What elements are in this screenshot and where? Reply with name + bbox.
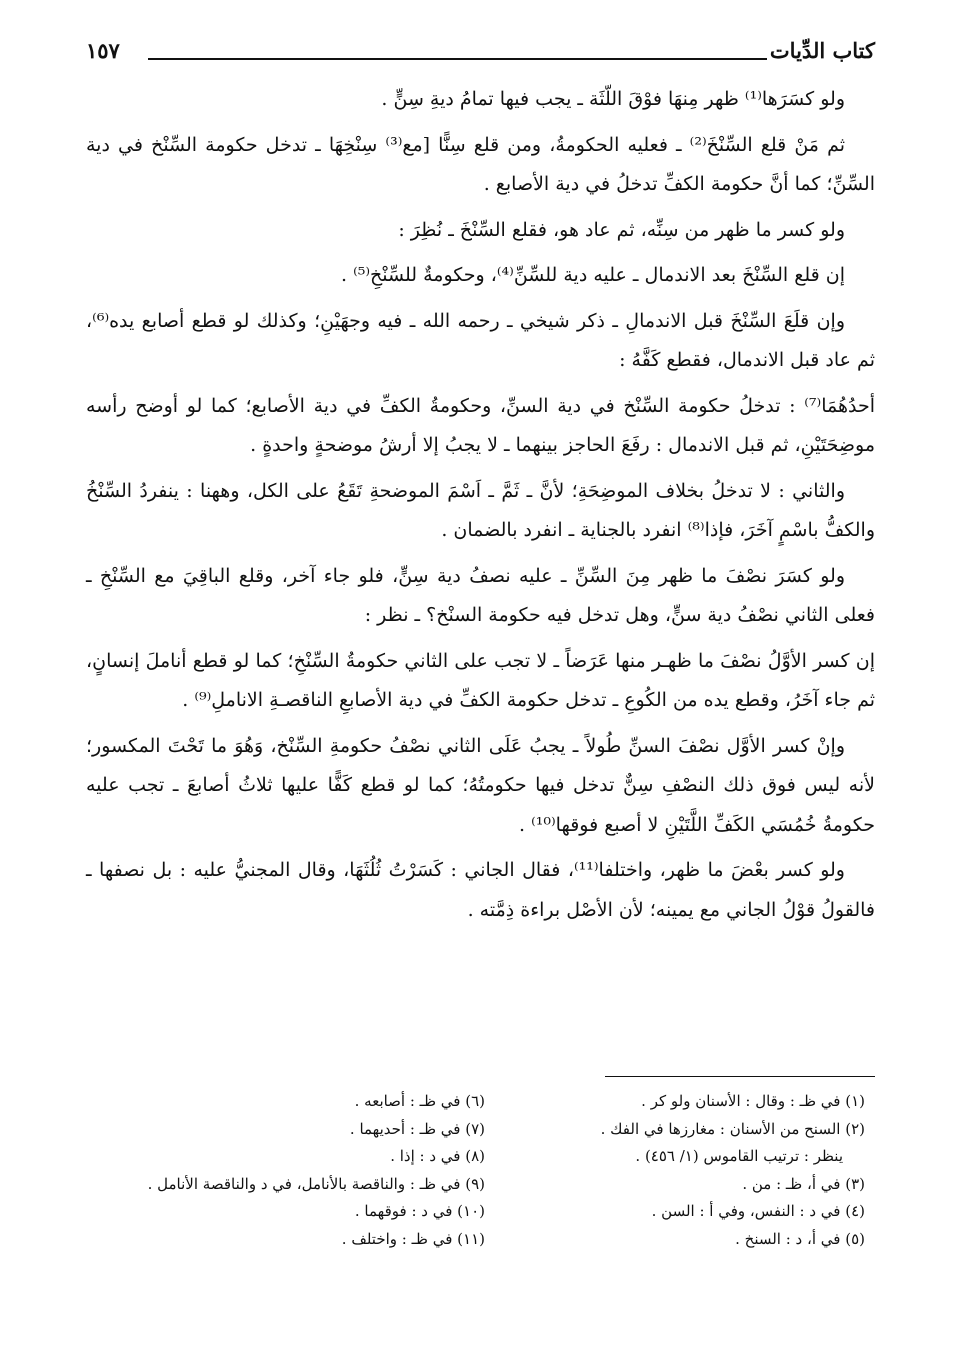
footnote: (٧) في ظـ : أحديهما . [349, 1119, 485, 1138]
main-text [86, 80, 875, 936]
footnotes [86, 1088, 875, 1288]
footnotes-left-column [65, 1088, 485, 1253]
footnote: (٥) في أ، د : السنخ . [735, 1229, 865, 1248]
footnote: (٤) في د : النفس، وفي أ : السن . [651, 1202, 865, 1220]
paragraph: وإن قلَعَ السِّنْخَ قبل الاندمالِ ـ ذكر شيخي ـ رحمه الله ـ فيه وجهَيْنِ؛ وكذلك لو قطع أصابع يده⁽⁶⁾، ثم عاد قبل الاندمال، فقطع كَفَّهُ : [86, 309, 875, 371]
paragraph: ثم مَنْ قلع السِّنْخَ⁽²⁾ ـ فعليه الحكومةُ، ومن قلع سِنًّا [مع⁽³⁾ سِنْخِهَا ـ تدخل حكومة السِّنْخ في دية السِّنِّ؛ كما أنَّ حكومة الكفِّ تدخلُ في دية الأصابع . [86, 133, 875, 195]
footnote: (٦) في ظـ : أصابعه . [354, 1092, 485, 1110]
footnote: (٨) في د : إذا . [390, 1147, 485, 1165]
paragraph: أحدُهُمَا⁽⁷⁾ : تدخلُ حكومة السِّنْخ في دية السنِّ، وحكومةُ الكفِّ في دية الأصابع؛ كما لو أوضح رأسه موضِحَتَيْنِ، ثم قبل الاندمال : رفَعَ الحاجز بينهما ـ لا يجبُ إلا أرشُ موضحةٍ واحدةٍ . [86, 394, 875, 456]
footnote: (١) في ظـ : وقال : الأسنان ولو كر . [641, 1092, 865, 1110]
running-title: كتاب الدِّيات [769, 38, 875, 63]
footnote: (٩) في ظـ : والناقصة بالأنامل، في د والناقصة الأنامل . [147, 1174, 485, 1193]
paragraph: إن قلع السِّنْخَ بعد الاندمال ـ عليه دية للسِّنِّ⁽⁴⁾، وحكومةٌ للسِّنْخِ⁽⁵⁾ . [340, 264, 845, 286]
paragraph: ولو كسَرَها⁽¹⁾ ظهر مِنهَا فوْقَ اللّثَة ـ يجب فيها تمامُ ديةِ سِنٍّ . [381, 88, 845, 110]
footnote: (٢) السنح من الأسنان : مغارزها في الفك . [600, 1119, 865, 1138]
page-header [86, 34, 875, 74]
footnote: (١١) في ظـ : واختلف . [341, 1229, 485, 1248]
paragraph: إن كسر الأوَّلُ نصْفَ ما ظهـر منها عَرَضاً ـ لا تجب على الثاني حكومةُ السِّنْخِ؛ كما لو قطع أناملَ إنسانٍ، ثم جاء آخَرُ، وقطع يده من الكُوعِ ـ تدخل حكومة الكفِّ في دية الأصابعِ الناقصـةِ الاناملِ⁽⁹⁾ . [86, 649, 875, 711]
footnote-separator [605, 1076, 875, 1077]
footnotes-right-column [465, 1088, 865, 1253]
footnote-continuation: ينظر : ترتيب القاموس (١/ ٤٥٦) . [635, 1147, 843, 1165]
paragraph: ولو كسر ما ظهر من سِنِّه، ثم عاد هو، فقلع السِّنْخَ ـ نُظِرَ : [398, 218, 845, 241]
header-rule [148, 58, 767, 60]
page-number: ١٥٧ [86, 38, 120, 63]
footnote: (١٠) في د : فوقهما . [354, 1202, 485, 1220]
paragraph: ولو كسَرَ نصْفَ ما ظهر مِنَ السِّنِّ ـ عليه نصفُ دية سِنٍّ، فلو جاء آخر، وقلع الباقِيَ مع السِّنْخِ ـ فعلى الثاني نصْفُ دية سنٍّ، وهل تدخل فيه حكومة السنْخ؟ ـ نظر : [86, 564, 875, 626]
paragraph: ولو كسر بعْضَ ما ظهر، واختلفا⁽¹¹⁾، فقال الجاني : كَسَرْتُ ثُلُثَهَا، وقال المجنيُّ عليه : بل نصفها ـ فالقولُ قوْلُ الجاني مع يمينه؛ لأن الأصْل براءة ذِمَّته . [86, 859, 875, 921]
paragraph: والثاني : لا تدخلُ بخلاف الموضِحَةِ؛ لأنَّ ـ ثَمَّ ـ اَسْمَ الموضحةِ تَقَعُ على الكل، وههنا : ينفردُ السِّنْخُ والكفُّ باسْمٍ آخَرَ، فإذا⁽⁸⁾ انفرد بالجناية ـ انفرد بالضمان . [86, 479, 875, 541]
footnote: (٣) في أ، ظـ : من . [742, 1174, 865, 1193]
paragraph: وإنْ كسر الأوَّل نصْفَ السنِّ طُولاً ـ يجبُ عَلَى الثاني نصْفُ حكومةِ السِّنْخ، وَهُوَ ما تَحْتَ المكسور؛ لأنه ليس فوق ذلك النصْفِ سِنٌّ تدخل فيها حكومتُهُ؛ كما لو قطع كَفًّا عليها ثلاثُ أصابعَ ـ تجب عليه حكومةُ خُمُسَي الكَفِّ اللَّتَيْنِ لا أصبع فوقها⁽¹⁰⁾ . [86, 734, 875, 836]
